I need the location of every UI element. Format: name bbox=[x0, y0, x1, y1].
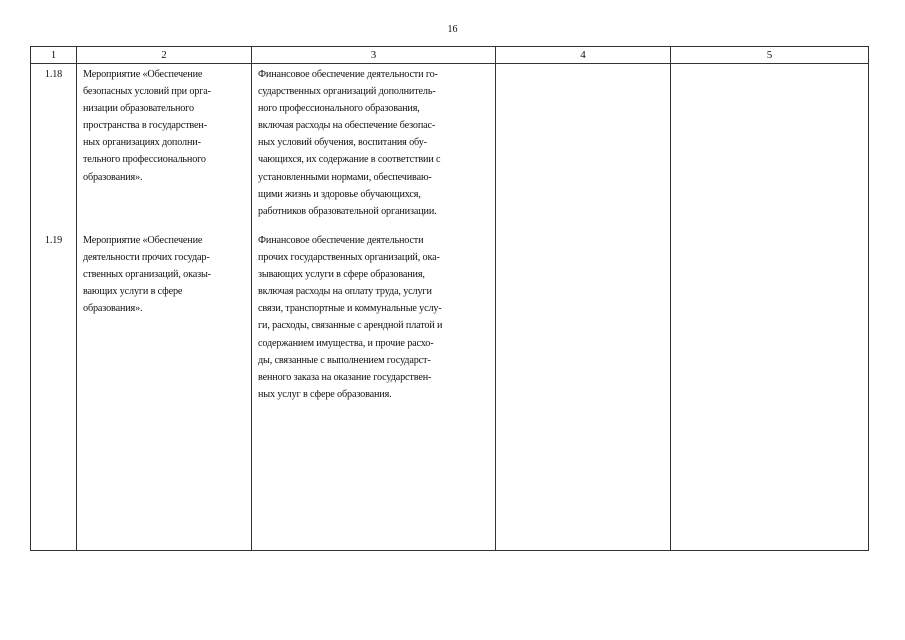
text-line: работников образовательной организации. bbox=[258, 205, 437, 217]
text-line: Мероприятие «Обеспечение bbox=[83, 235, 203, 246]
text-line: связи, транспортные и коммунальные услу- bbox=[258, 303, 442, 315]
header-row bbox=[31, 47, 869, 64]
text-line: включая расходы на обеспечение безопас- bbox=[258, 120, 436, 132]
data-table bbox=[30, 46, 869, 551]
text-line: ственных организаций, оказы- bbox=[83, 269, 211, 281]
text-line: зывающих услуги в сфере образования, bbox=[258, 269, 425, 281]
description-text-1-18 bbox=[252, 66, 495, 220]
text-line: содержанием имущества, и прочие расхо- bbox=[258, 337, 434, 349]
text-line: образования». bbox=[83, 171, 143, 183]
text-line: образования». bbox=[83, 303, 143, 315]
text-line: ных услуг в сфере образования. bbox=[258, 388, 392, 400]
column-header-5: 5 bbox=[671, 47, 869, 64]
text-line: вающих услуги в сфере bbox=[83, 286, 183, 298]
column-5-cell bbox=[671, 64, 869, 551]
text-line: пространства в государствен- bbox=[83, 120, 207, 132]
text-line: деятельности прочих государ- bbox=[83, 252, 210, 264]
table-body-row bbox=[31, 64, 869, 551]
text-line: ных условий обучения, воспитания обу- bbox=[258, 137, 427, 149]
page-number: 16 bbox=[447, 24, 458, 35]
column-header-2: 2 bbox=[77, 47, 252, 64]
column-header-4: 4 bbox=[496, 47, 671, 64]
event-column bbox=[77, 64, 252, 551]
description-text-1-19 bbox=[252, 232, 495, 403]
text-line: ных организациях дополни- bbox=[83, 137, 201, 149]
text-line: включая расходы на оплату труда, услуги bbox=[258, 286, 432, 298]
text-line: тельного профессионального bbox=[83, 154, 206, 166]
row-number-1-19: 1.19 bbox=[44, 235, 63, 246]
text-line: установленными нормами, обеспечиваю- bbox=[258, 171, 432, 183]
event-text-1-19 bbox=[77, 232, 251, 317]
text-line: ды, связанные с выполнением государст- bbox=[258, 354, 431, 366]
description-column bbox=[252, 64, 496, 551]
text-line: сударственных организаций дополнитель- bbox=[258, 86, 436, 98]
text-line: безопасных условий при орга- bbox=[83, 86, 211, 98]
row-number-1-18: 1.18 bbox=[44, 69, 63, 80]
text-line: щими жизнь и здоровье обучающихся, bbox=[258, 188, 421, 200]
text-line: Финансовое обеспечение деятельности го- bbox=[258, 69, 438, 80]
number-column bbox=[31, 64, 77, 551]
text-line: Финансовое обеспечение деятельности bbox=[258, 235, 424, 246]
event-text-1-18 bbox=[77, 66, 251, 186]
text-line: Мероприятие «Обеспечение bbox=[83, 69, 203, 80]
column-header-3: 3 bbox=[252, 47, 496, 64]
text-line: чающихся, их содержание в соответствии с bbox=[258, 154, 441, 166]
text-line: прочих государственных организаций, ока- bbox=[258, 252, 440, 264]
text-line: ного профессионального образования, bbox=[258, 103, 420, 115]
column-4-cell bbox=[496, 64, 671, 551]
column-header-1: 1 bbox=[31, 47, 77, 64]
text-line: ги, расходы, связанные с арендной платой и bbox=[258, 320, 443, 332]
text-line: низации образовательного bbox=[83, 103, 194, 115]
text-line: венного заказа на оказание государствен- bbox=[258, 371, 432, 383]
